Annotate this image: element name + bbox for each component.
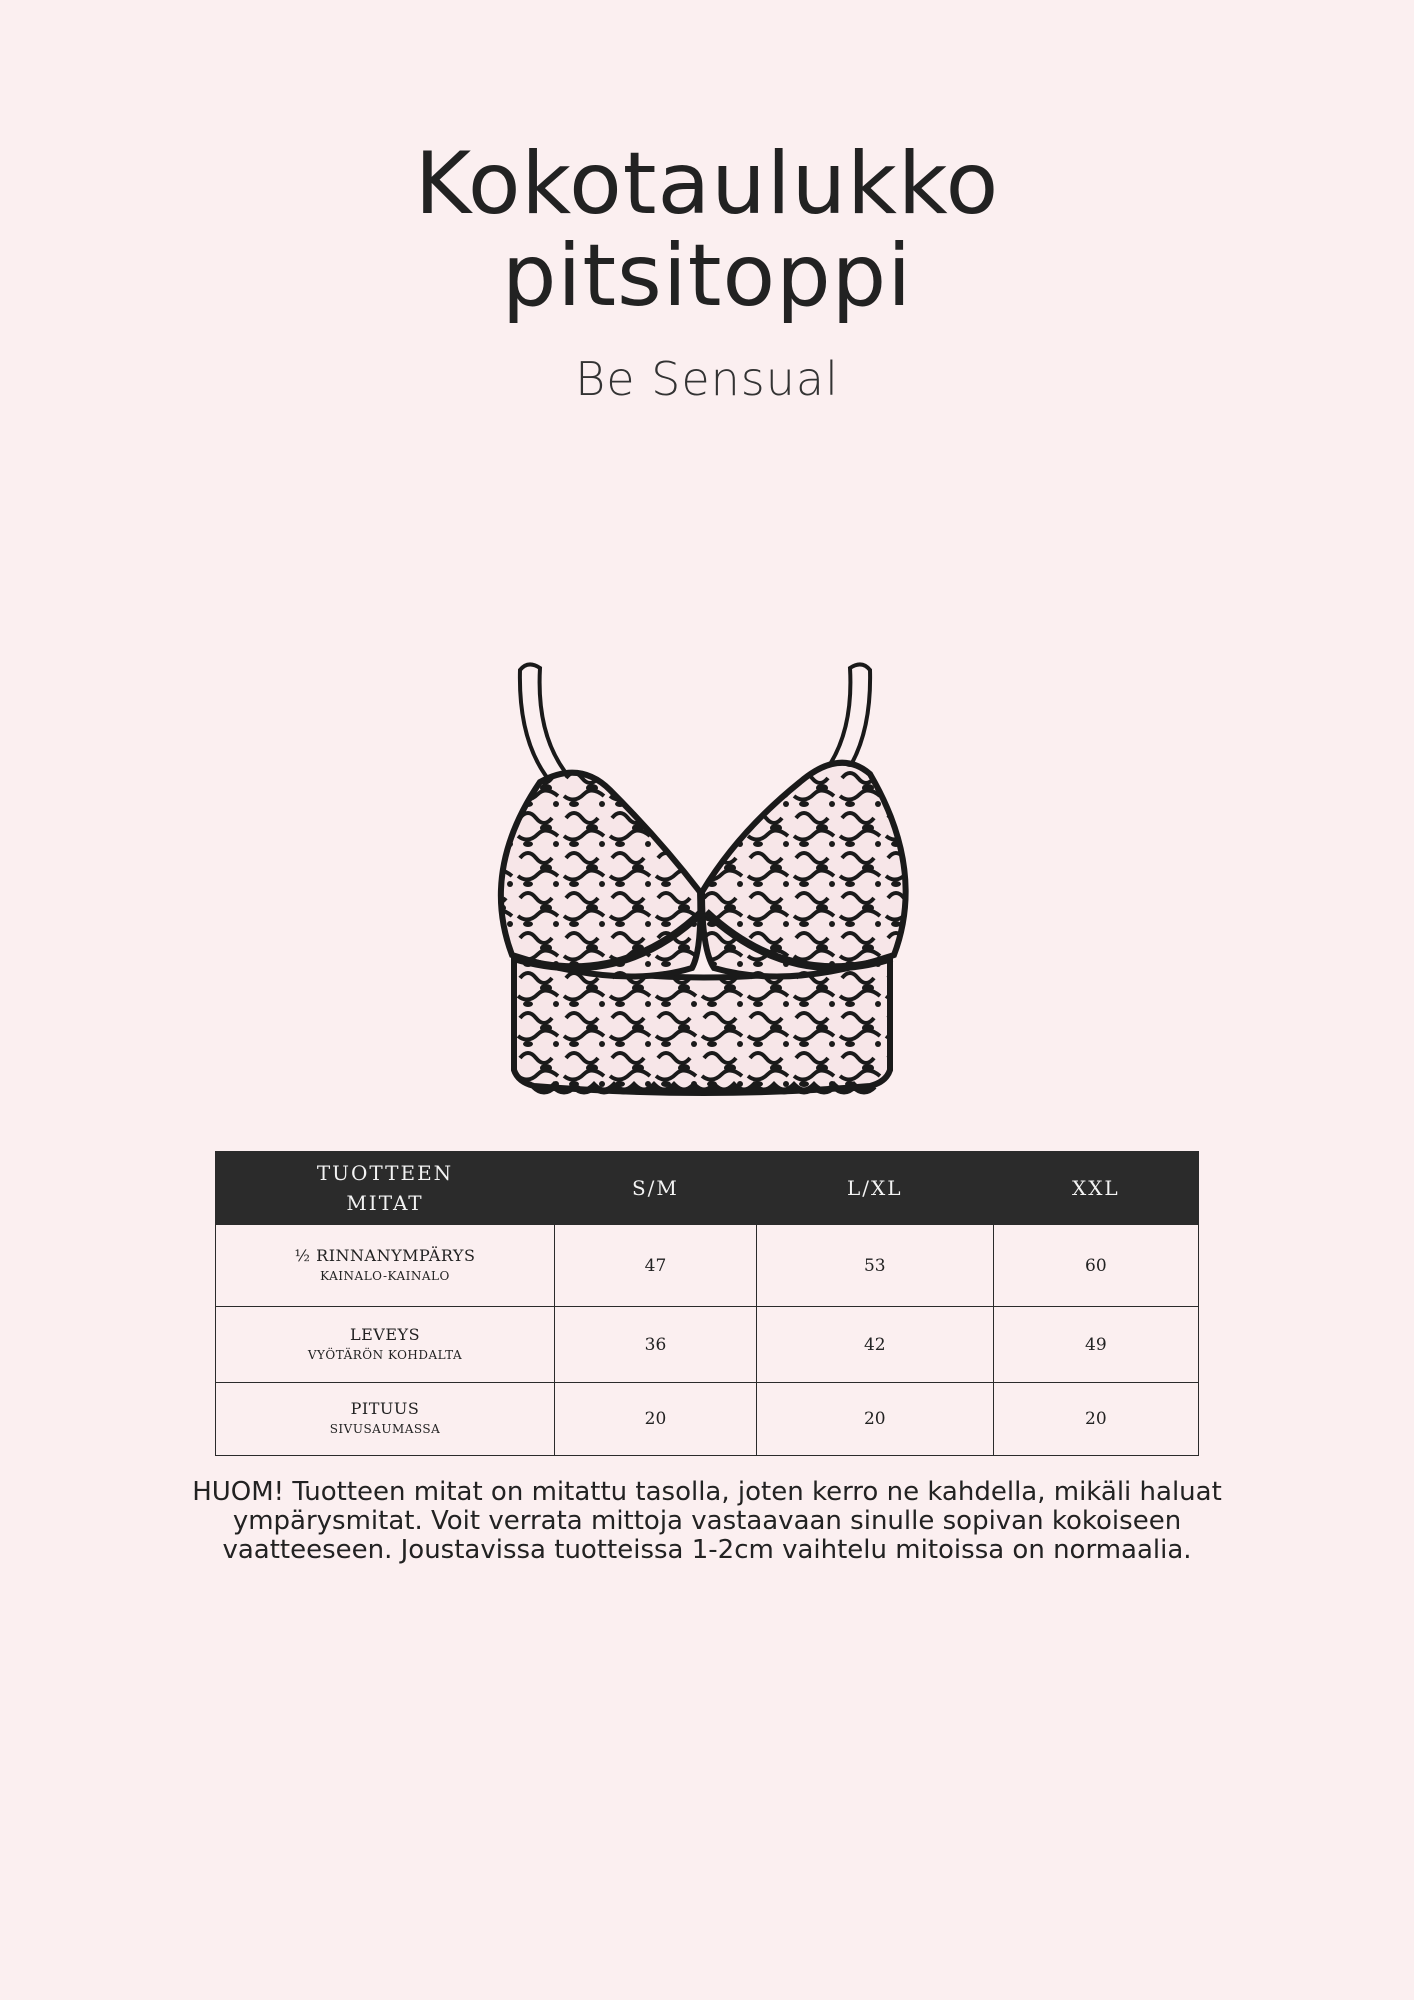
row-label-sub: KAINALO-KAINALO — [320, 1268, 450, 1283]
row-label — [216, 1225, 555, 1307]
measurement-header — [216, 1152, 555, 1225]
row-label-main: LEVEYS — [349, 1324, 421, 1344]
table-cell: 20 — [993, 1383, 1198, 1456]
table-cell: 47 — [555, 1225, 757, 1307]
table-cell: 60 — [993, 1225, 1198, 1307]
row-label-main: ½ RINNANYMPÄRYS — [294, 1245, 476, 1265]
lace-bralette-icon — [470, 650, 940, 1120]
row-label-sub: SIVUSAUMASSA — [329, 1422, 441, 1436]
row-label-sub: VYÖTÄRÖN KOHDALTA — [307, 1347, 463, 1362]
row-label — [216, 1307, 555, 1383]
table-cell: 49 — [993, 1307, 1198, 1383]
size-header-lxl: L/XL — [756, 1152, 993, 1225]
size-header-xxl: XXL — [993, 1152, 1198, 1225]
row-label — [216, 1383, 555, 1456]
measurement-header-line-2: MITAT — [346, 1191, 424, 1215]
table-row — [216, 1383, 1199, 1456]
table-cell: 53 — [756, 1225, 993, 1307]
table-cell: 36 — [555, 1307, 757, 1383]
brand-subtitle: Be Sensual — [575, 352, 839, 406]
size-table-header — [216, 1152, 1199, 1225]
size-table — [215, 1151, 1199, 1456]
table-cell: 42 — [756, 1307, 993, 1383]
table-cell: 20 — [555, 1383, 757, 1456]
note-line-1: HUOM! Tuotteen mitat on mitattu tasolla, joten kerro ne kahdella, mikäli haluat — [192, 1477, 1222, 1507]
measurement-header-line-1: TUOTTEEN — [316, 1161, 454, 1185]
row-label-main: PITUUS — [350, 1399, 420, 1418]
title-line-2: pitsitoppi — [501, 226, 913, 326]
note-line-3: vaatteeseen. Joustavissa tuotteissa 1-2cm vaihtelu mitoissa on normaalia. — [222, 1535, 1192, 1565]
note-line-2: ympärysmitat. Voit verrata mittoja vastaavaan sinulle sopivan kokoiseen — [232, 1506, 1182, 1536]
table-row — [216, 1225, 1199, 1307]
measurement-note — [140, 1478, 1274, 1565]
table-row — [216, 1307, 1199, 1383]
title-line-1: Kokotaulukko — [414, 134, 1000, 234]
size-header-sm: S/M — [555, 1152, 757, 1225]
page-title — [0, 134, 1414, 326]
table-cell: 20 — [756, 1383, 993, 1456]
